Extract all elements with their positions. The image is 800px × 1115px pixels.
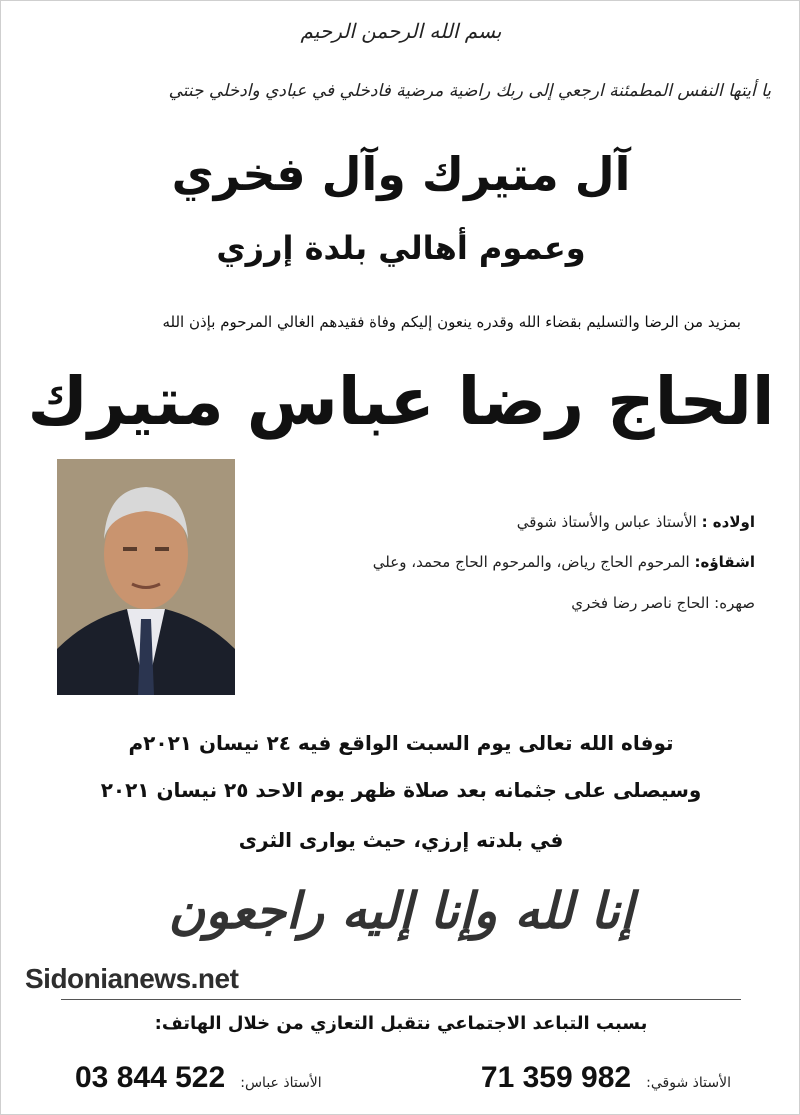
phone-label: الأستاذ شوقي: (646, 1075, 731, 1091)
phone-label: الأستاذ عباس: (240, 1075, 322, 1091)
deceased-name: الحاج رضا عباس متيرك (27, 363, 775, 440)
portrait-illustration (57, 459, 235, 695)
death-date-line: توفاه الله تعالى يوم السبت الواقع فيه ٢٤ نيسان ٢٠٢١م (128, 731, 674, 755)
siblings-line (373, 553, 755, 571)
inlaw-line (571, 594, 755, 612)
closing-verse: إنا لله وإنا إليه راجعون (168, 881, 634, 940)
basmala: بسم الله الرحمن الرحيم (300, 19, 502, 43)
funeral-prayer-line: وسيصلى على جثمانه بعد صلاة ظهر يوم الاحد ٢٥ نيسان ٢٠٢١ (100, 778, 702, 802)
phone-number: 71 359 982 (480, 1061, 632, 1094)
phone-shawki (481, 1061, 731, 1095)
families-title: آل متيرك وآل فخري (171, 147, 631, 201)
announcement-intro: بمزيد من الرضا والتسليم بقضاء الله وقدره ينعون إليكم وفاة فقيدهم الغالي المرحوم بإذن الله (162, 313, 741, 331)
quran-verse: يا أيتها النفس المطمئنة ارجعي إلى ربك راضية مرضية فادخلي في عبادي وادخلي جنتي (168, 81, 771, 101)
siblings-label: اشقاؤه: (694, 553, 755, 571)
phone-abbas (75, 1061, 322, 1095)
burial-line: في بلدته إرزي، حيث يوارى الثرى (238, 828, 564, 852)
divider (61, 999, 741, 1000)
children-line (517, 513, 755, 531)
condolence-note: بسبب التباعد الاجتماعي نتقبل التعازي من خلال الهاتف: (154, 1013, 648, 1034)
inlaw-label: صهره: (714, 594, 755, 612)
children-names: الأستاذ عباس والأستاذ شوقي (516, 513, 697, 531)
watermark: Sidonianews.net (25, 963, 239, 994)
deceased-photo (57, 459, 235, 695)
families-subtitle: وعموم أهالي بلدة إرزي (216, 229, 586, 267)
inlaw-name: الحاج ناصر رضا فخري (571, 594, 710, 612)
siblings-names: المرحوم الحاج رياض، والمرحوم الحاج محمد، وعلي (372, 553, 690, 571)
phone-number: 03 844 522 (75, 1061, 226, 1094)
children-label: اولاده : (701, 513, 755, 531)
